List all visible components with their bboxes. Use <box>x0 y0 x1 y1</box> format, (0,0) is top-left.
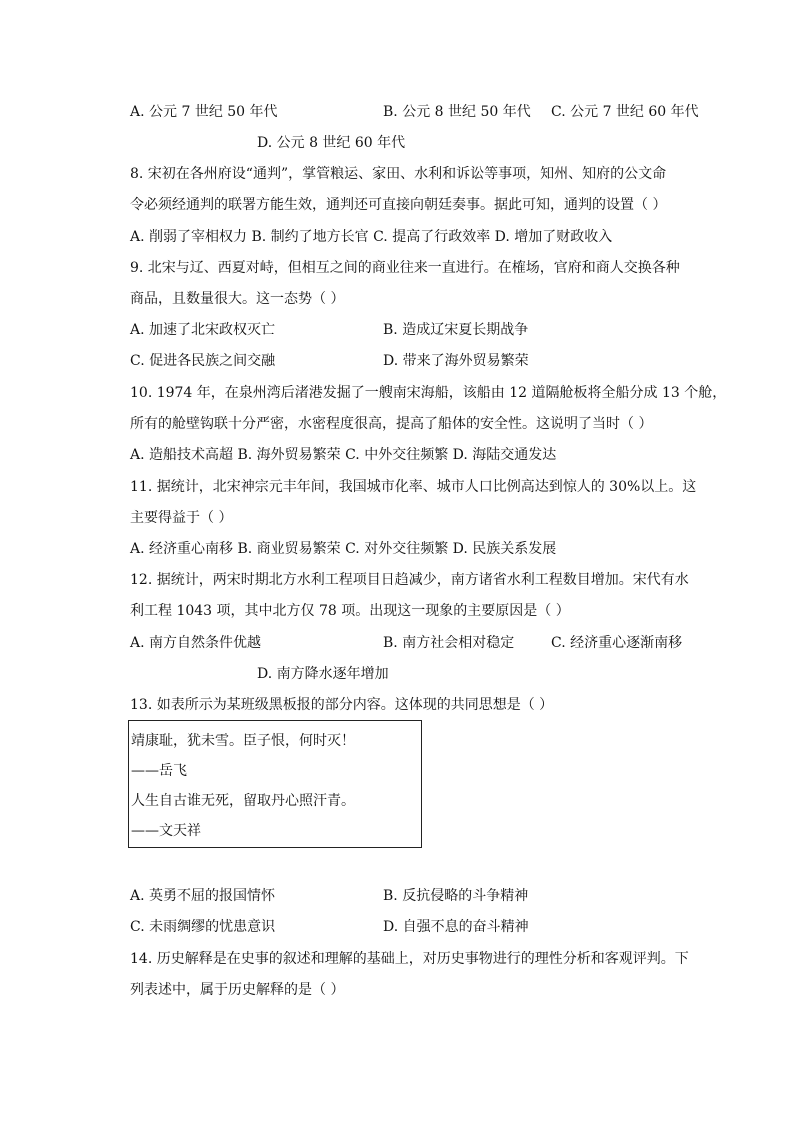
q13-option-c: C. 未雨绸缪的忧患意识 <box>130 919 276 935</box>
q10-stem-line2: 所有的舱壁钩联十分严密，水密程度很高，提高了船体的安全性。这说明了当时（ ） <box>130 416 653 432</box>
q10-options: A. 造船技术高超 B. 海外贸易繁荣 C. 中外交往频繁 D. 海陆交通发达 <box>130 447 557 463</box>
q12-option-c: C. 经济重心逐渐南移 <box>551 635 683 651</box>
q11-stem-line1: 11. 据统计，北宋神宗元丰年间，我国城市化率、城市人口比例高达到惊人的 30%以上。这 <box>130 479 697 495</box>
q8-stem-line1: 8. 宋初在各州府设“通判”，掌管粮运、家田、水利和诉讼等事项，知州、知府的公文命 <box>130 166 667 182</box>
q12-option-b: B. 南方社会相对稳定 <box>383 635 515 651</box>
quote-author-yuefei: ——岳飞 <box>131 763 187 779</box>
q7-option-d: D. 公元 8 世纪 60 年代 <box>257 135 406 151</box>
q14-stem-line2: 列表述中，属于历史解释的是（ ） <box>130 982 345 998</box>
q12-option-a: A. 南方自然条件优越 <box>130 635 262 651</box>
quote-poem-yuefei: 靖康耻，犹未雪。臣子恨，何时灭！ <box>131 733 355 749</box>
q13-option-d: D. 自强不息的奋斗精神 <box>383 919 529 935</box>
quote-author-wentianxiang: ——文天祥 <box>131 823 201 839</box>
q13-quote-box <box>128 720 422 848</box>
q7-option-a: A. 公元 7 世纪 50 年代 <box>130 104 278 120</box>
q13-option-a: A. 英勇不屈的报国情怀 <box>130 888 276 904</box>
q13-option-b: B. 反抗侵略的斗争精神 <box>383 888 529 904</box>
q9-option-a: A. 加速了北宋政权灭亡 <box>130 322 276 338</box>
q11-stem-line2: 主要得益于（ ） <box>130 510 233 526</box>
q8-stem-line2: 令必须经通判的联署方能生效，通判还可直接向朝廷奏事。据此可知，通判的设置（ ） <box>130 197 667 213</box>
q9-stem-line1: 9. 北宋与辽、西夏对峙，但相互之间的商业往来一直进行。在榷场，官府和商人交换各种 <box>130 260 680 276</box>
q12-stem-line1: 12. 据统计，两宋时期北方水利工程项目日趋减少，南方诸省水利工程数目增加。宋代有水 <box>130 572 689 588</box>
q12-option-d: D. 南方降水逐年增加 <box>257 666 389 682</box>
q9-option-d: D. 带来了海外贸易繁荣 <box>383 353 529 369</box>
q11-options: A. 经济重心南移 B. 商业贸易繁荣 C. 对外交往频繁 D. 民族关系发展 <box>130 541 557 557</box>
q9-stem-line2: 商品，且数量很大。这一态势（ ） <box>130 291 345 307</box>
q7-option-c: C. 公元 7 世纪 60 年代 <box>551 104 699 120</box>
q10-stem-line1: 10. 1974 年，在泉州湾后渚港发掘了一艘南宋海船，该船由 12 道隔舱板将全船分成 13 个舱， <box>130 385 727 401</box>
q9-option-b: B. 造成辽宋夏长期战争 <box>383 322 529 338</box>
q12-stem-line2: 利工程 1043 项，其中北方仅 78 项。出现这一现象的主要原因是（ ） <box>130 603 570 619</box>
q7-option-b: B. 公元 8 世纪 50 年代 <box>383 104 531 120</box>
q13-stem-line1: 13. 如表所示为某班级黑板报的部分内容。这体现的共同思想是（ ） <box>130 697 554 713</box>
q14-stem-line1: 14. 历史解释是在史事的叙述和理解的基础上，对历史事物进行的理性分析和客观评判。下 <box>130 951 689 967</box>
q9-option-c: C. 促进各民族之间交融 <box>130 353 276 369</box>
quote-poem-wentianxiang: 人生自古谁无死，留取丹心照汗青。 <box>131 793 355 809</box>
q8-options: A. 削弱了宰相权力 B. 制约了地方长官 C. 提高了行政效率 D. 增加了财政收入 <box>130 229 613 245</box>
